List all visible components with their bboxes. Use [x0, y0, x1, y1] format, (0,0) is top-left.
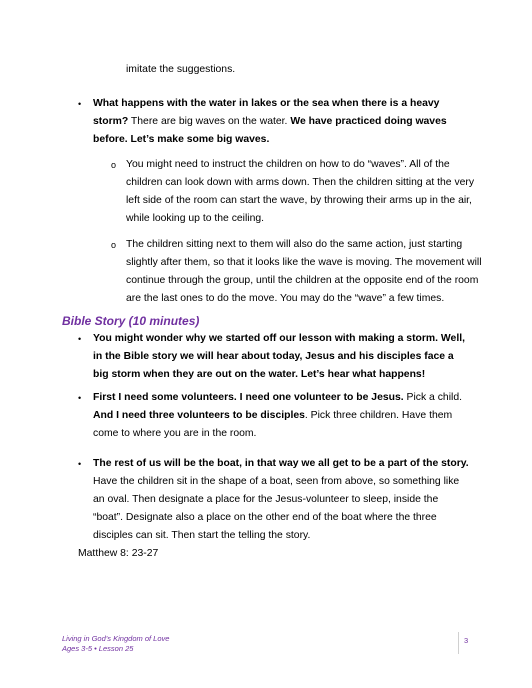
bullet-icon: •	[78, 334, 82, 344]
footer-divider	[458, 632, 459, 654]
circle-bullet-icon: o	[111, 240, 117, 250]
sub-item-text: The children sitting next to them will also do the same action, just starting slightly after them, so that it looks like the wave is moving. The movement will continue through the group, until the children at the opposite end of the room are the last ones to do the move. You may do the “wave” a few times.	[126, 239, 482, 304]
footer-subtitle: Ages 3-5 • Lesson 25	[62, 644, 134, 653]
section-heading: Bible Story (10 minutes)	[62, 314, 200, 328]
storm-question-text	[93, 95, 471, 149]
plain-text: Have the children sit in the shape of a boat, seen from above, so something like an oval. Then designate a place for the Jesus-volunteer to sleep, inside the “boat”. Designate also a place on the other end of the boat where the three disciples can sit. Then start the telling the story.	[93, 476, 460, 541]
bold-text: You might wonder why we started off our lesson with making a storm. Well, in the Bible story we will hear about today, Jesus and his disciples face a big storm when they are out on the water. Let’s hear what happens!	[93, 333, 465, 380]
bold-text: We have practiced doing waves before. Let’s make some big waves.	[93, 116, 447, 145]
plain-text: . Pick three children. Have them come to where you are in the room.	[93, 410, 453, 439]
bold-text: The rest of us will be the boat, in that way we all get to be a part of the story.	[93, 458, 469, 469]
bullet-icon: •	[78, 99, 82, 109]
bullet-icon: •	[78, 459, 82, 469]
footer-title: Living in God’s Kingdom of Love	[62, 634, 170, 643]
page-footer	[62, 634, 169, 654]
volunteers-text	[93, 389, 471, 443]
circle-bullet-icon: o	[111, 160, 117, 170]
bold-text: What happens with the water in lakes or the sea when there is a heavy storm?	[93, 98, 440, 127]
boat-text	[93, 455, 471, 545]
plain-text: Pick a child.	[403, 392, 462, 403]
continuation-text: imitate the suggestions.	[126, 64, 236, 75]
bold-text: First I need some volunteers. I need one volunteer to be Jesus.	[93, 392, 404, 403]
scripture-reference: Matthew 8: 23-27	[78, 548, 159, 559]
bullet-icon: •	[78, 393, 82, 403]
bold-text: And I need three volunteers to be disciples	[93, 410, 305, 421]
sub-item-text: You might need to instruct the children on how to do “waves”. All of the children can look down with arms down. Then the children sitting at the very left side of the room can start the wave, by throwing their arms up in the air, while looking up to the ceiling.	[126, 159, 475, 224]
wonder-text	[93, 330, 471, 384]
plain-text: There are big waves on the water.	[128, 116, 291, 127]
page-number: 3	[464, 636, 469, 645]
